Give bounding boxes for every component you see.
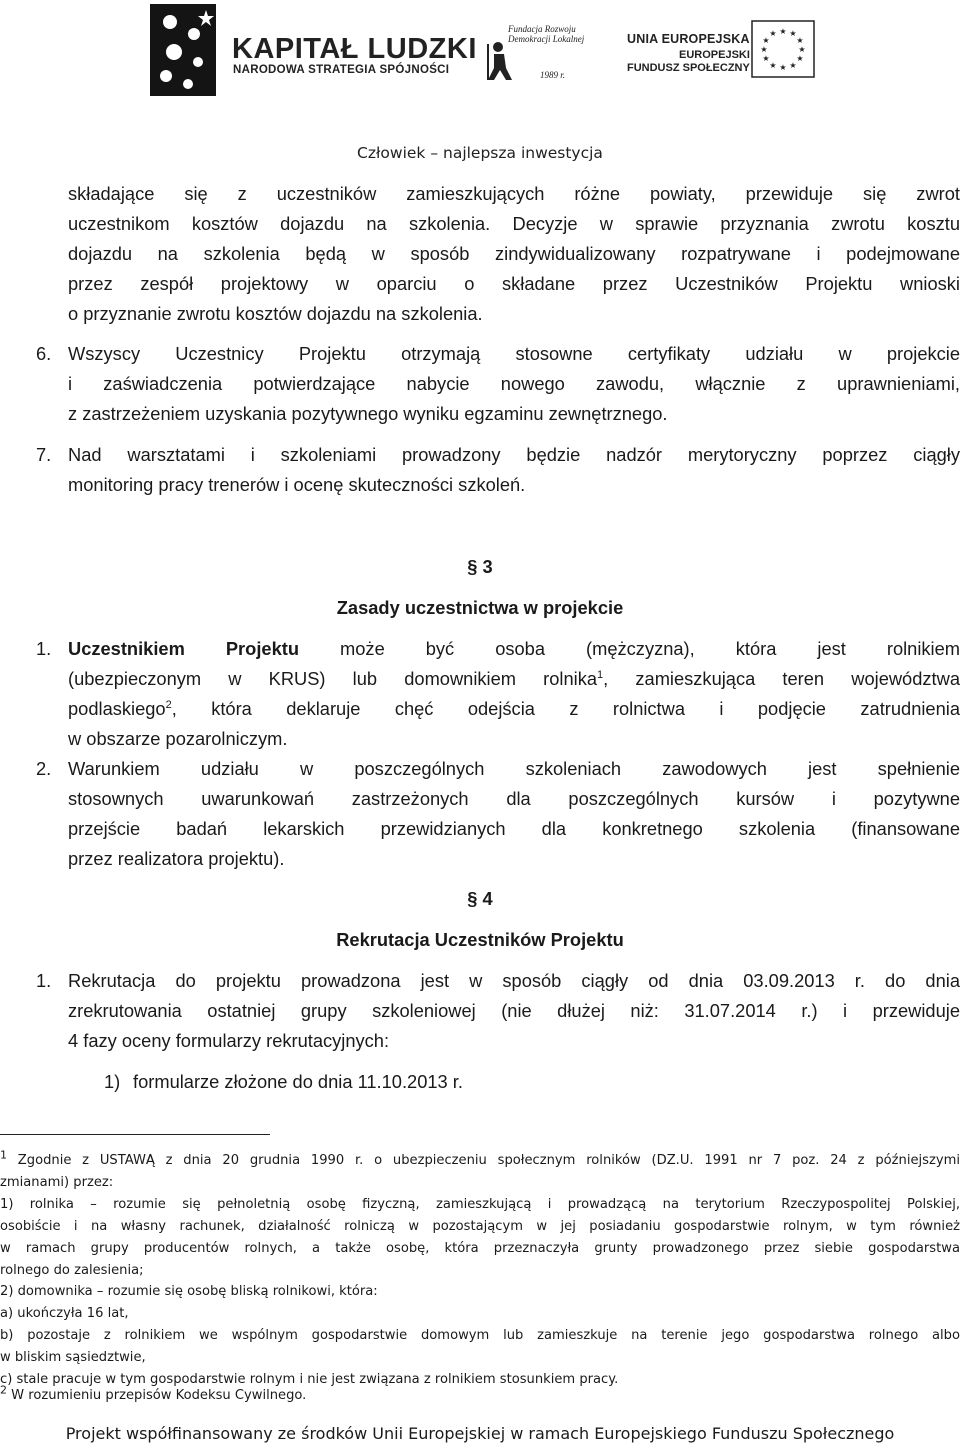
list-number: 6. [36,343,52,364]
frdl-logo-figure [484,40,520,82]
footnote-ref-1: 1 [597,668,604,681]
section-3-item-2 [68,754,960,874]
intro-line: o przyznanie zwrotu kosztów dojazdu na szkolenia. [68,303,483,324]
svg-text:★: ★ [769,29,777,38]
page-footer: Projekt współfinansowany ze środków Unii Europejskiej w ramach Europejskiego Funduszu Społecznego [65,1424,895,1443]
svg-text:★: ★ [762,54,770,63]
footnote-line: 2) domownika – rozumie się osobę bliską rolnikowi, która: [0,1284,378,1300]
svg-text:★: ★ [789,29,797,38]
footnote-separator [0,1134,270,1135]
list-item-7 [68,440,960,500]
item-line: i zaświadczenia potwierdzające nabycie nowego zawodu, włącznie z uprawnieniami, [68,373,960,394]
footnote-line: rolnego do zalesienia; [0,1262,144,1278]
eu-flag-icon [751,20,815,78]
item-text: może być osoba (mężczyzna), która jest rolnikiem [299,638,960,659]
footnote-mark-1: 1 [0,1148,7,1162]
item-line: monitoring pracy trenerów i ocenę skuteczności szkoleń. [68,474,526,495]
footnote-mark-2: 2 [0,1383,7,1397]
footnote-line: a) ukończyła 16 lat, [0,1306,129,1322]
section-3-title: Zasady uczestnictwa w projekcie [336,597,624,618]
footnote-ref-2: 2 [165,698,172,711]
section-4-title: Rekrutacja Uczestników Projektu [336,929,624,950]
svg-text:★: ★ [779,63,787,72]
footnote-line: b) pozostaje z rolnikiem we wspólnym gospodarstwie domowym lub zamieszkuje na terenie jego gospodarstwa rolnego albo [0,1328,960,1344]
list-number: 7. [36,444,52,465]
frdl-logo-text [508,24,584,44]
item-text: podlaskiego [68,698,166,719]
item-line: 4 fazy oceny formularzy rekrutacyjnych: [68,1030,390,1051]
eu-logo-text [627,32,750,74]
footnote-line: osobiście i na własny rachunek, działalność rolniczą w pozostającym w jej posiadaniu gospodarstwie rolnym, w tym również [0,1218,960,1234]
header-motto: Człowiek – najlepsza inwestycja [357,144,603,162]
item-line [68,694,960,724]
section-4-item-1 [68,966,960,1056]
section-3-item-1 [68,634,960,754]
kapital-ludzki-subtitle: NARODOWA STRATEGIA SPÓJNOŚCI [233,64,450,76]
svg-text:★: ★ [796,54,804,63]
item-line: w obszarze pozarolniczym. [68,728,288,749]
item-line: stosownych uwarunkowań zastrzeżonych dla poszczególnych kursów i pozytywne [68,788,960,809]
eu-line-2: EUROPEJSKI [679,49,750,61]
item-line: Warunkiem udziału w poszczególnych szkoleniach zawodowych jest spełnienie [68,758,960,779]
sublist-item-1: formularze złożone do dnia 11.10.2013 r. [133,1071,463,1092]
item-line: przejście badań lekarskich przewidzianych dla konkretnego szkolenia (finansowane [68,818,960,839]
item-line: z zastrzeżeniem uzyskania pozytywnego wyniku egzaminu zewnętrznego. [68,403,668,424]
svg-text:★: ★ [779,27,787,36]
item-text: , która deklaruje chęć odejścia z rolnictwa i podjęcie zatrudnienia [171,698,960,719]
item-line: Rekrutacja do projektu prowadzona jest w sposób ciągły od dnia 03.09.2013 r. do dnia [68,970,960,991]
list-number: 1. [36,970,52,991]
intro-paragraph [68,179,960,329]
svg-text:★: ★ [760,45,768,54]
intro-line: przez zespół projektowy w oparciu o składane przez Uczestników Projektu wnioski [68,273,960,294]
footnote-line: zmianami) przez: [0,1174,114,1190]
intro-line: dojazdu na szkolenia będą w sposób zindywidualizowany rozpatrywane i podejmowane [68,243,960,264]
item-line [68,664,960,694]
footnotes [0,1150,960,1407]
intro-line: uczestnikom kosztów dojazdu na szkolenia. Decyzje w sprawie przyznania zwrotu kosztu [68,213,960,234]
list-item-6 [68,339,960,429]
eu-line-1: UNIA EUROPEJSKA [627,32,750,46]
item-line: zrekrutowania ostatniej grupy szkoleniowej (nie dłużej niż: 31.07.2014 r.) i przewiduje [68,1000,960,1021]
svg-text:★: ★ [789,61,797,70]
footnote-text: Zgodnie z USTAWĄ z dnia 20 grudnia 1990 r. o ubezpieczeniu społecznym rolników (DZ.U. 1991 nr 7 poz. 24 z późniejszymi [7,1153,960,1168]
item-text: (ubezpieczonym w KRUS) lub domownikiem rolnika [68,668,598,689]
svg-text:★: ★ [796,36,804,45]
svg-text:★: ★ [762,36,770,45]
footnote-line: c) stale pracuje w tym gospodarstwie rolnym i nie jest związana z rolnikiem stosunkiem pracy. [0,1372,619,1388]
item-text: , zamieszkująca teren województwa [603,668,960,689]
item-line: przez realizatora projektu). [68,848,285,869]
item-line: Nad warsztatami i szkoleniami prowadzony będzie nadzór merytoryczny poprzez ciągły [68,444,960,465]
footnote-1 [0,1150,960,1172]
svg-text:★: ★ [769,61,777,70]
footnote-line: 1) rolnika – rozumie się pełnoletnią osobę fizyczną, zamieszkującą i prowadzącą na terytorium Rzeczypospolitej Polskiej, [0,1196,960,1212]
section-4-mark: § 4 [467,888,493,909]
svg-text:★: ★ [798,45,806,54]
footnote-line: w bliskim sąsiedztwie, [0,1350,146,1366]
frdl-name-line-2: Demokracji Lokalnej [508,34,585,44]
section-3-mark: § 3 [467,556,493,577]
kapital-ludzki-title: KAPITAŁ LUDZKI [232,33,477,65]
item-line [68,634,960,664]
frdl-year: 1989 r. [540,70,566,80]
kapital-ludzki-logo-mark [150,4,216,96]
list-number: 2. [36,758,52,779]
frdl-name-line-1: Fundacja Rozwoju [508,24,576,34]
footnote-line: w ramach grupy producentów rolnych, a także osobę, która przeznaczyła grunty prowadzonego przez siebie gospodarstwa [0,1240,960,1256]
eu-line-3: FUNDUSZ SPOŁECZNY [627,62,750,74]
list-number: 1. [36,638,52,659]
item-line: Wszyscy Uczestnicy Projektu otrzymają stosowne certyfikaty udziału w projekcie [68,343,960,364]
footnote-text: W rozumieniu przepisów Kodeksu Cywilnego. [7,1387,307,1403]
bold-term: Uczestnikiem Projektu [68,638,300,659]
sublist-number: 1) [104,1071,121,1092]
intro-line: składające się z uczestników zamieszkujących różne powiaty, przewiduje się zwrot [68,183,960,204]
